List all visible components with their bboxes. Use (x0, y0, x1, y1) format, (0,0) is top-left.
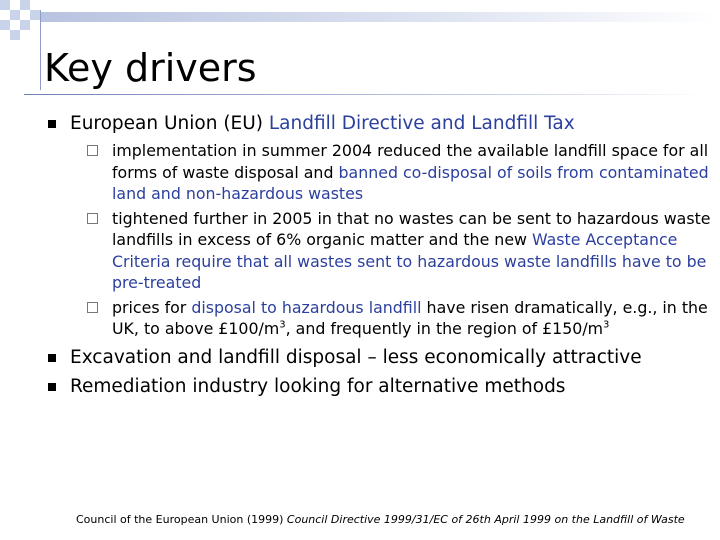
bullet-highlight-text: Landfill Directive and Landfill Tax (268, 113, 575, 134)
square-bullet-icon (48, 120, 56, 128)
hollow-square-bullet-icon (87, 145, 98, 156)
bullet-eu-directive (44, 112, 714, 340)
hollow-square-bullet-icon (87, 213, 98, 224)
slide-body (44, 112, 714, 404)
superscript: 3 (279, 319, 286, 331)
sub-bullet-text: prices for (112, 297, 192, 317)
bullet-text: Remediation industry looking for alternative methods (70, 375, 566, 397)
hollow-square-bullet-icon (87, 302, 98, 313)
title-underline (24, 94, 704, 95)
decorative-top-band (40, 12, 720, 22)
sub-bullet-text: implementation in summer 2004 reduced the available landfill space for all forms of waste disposal and (112, 141, 709, 182)
bullet-lead-text: European Union (EU) (70, 113, 269, 134)
superscript: 3 (603, 319, 610, 331)
sub-bullet-prices (44, 297, 714, 340)
sub-bullet-text-cont: have risen dramatically, e.g., in the UK, to above £100/m (112, 297, 708, 338)
bullet-text: Excavation and landfill disposal – less economically attractive (70, 346, 642, 368)
footnote-citation (76, 513, 685, 527)
bullet-excavation (44, 346, 714, 370)
sub-bullet-text: tightened further in 2005 in that no wastes can be sent to hazardous waste landfills in excess of 6% organic matter and the new (112, 208, 711, 249)
decorative-checker-corner (0, 0, 60, 48)
sub-bullet-highlight: banned co-disposal of soils from contaminated land and non-hazardous wastes (112, 162, 709, 203)
sub-bullet-text-cont: , and frequently in the region of £150/m (285, 319, 604, 338)
sub-bullet-list (70, 140, 714, 340)
square-bullet-icon (48, 354, 56, 362)
sub-bullet-highlight: Waste Acceptance Criteria require that all wastes sent to hazardous waste landfills have to be pre-treated (112, 230, 707, 292)
sub-bullet-tightened (44, 208, 714, 294)
footnote-italic: Council Directive 1999/31/EC of 26th April 1999 on the Landfill of Waste (286, 513, 685, 526)
decorative-vertical-line (40, 10, 41, 90)
bullet-remediation (44, 375, 714, 399)
footnote-plain: Council of the European Union (1999) (76, 513, 287, 526)
square-bullet-icon (48, 383, 56, 391)
slide-title: Key drivers (44, 46, 257, 90)
sub-bullet-highlight: disposal to hazardous landfill (191, 297, 422, 317)
sub-bullet-implementation (44, 140, 714, 205)
